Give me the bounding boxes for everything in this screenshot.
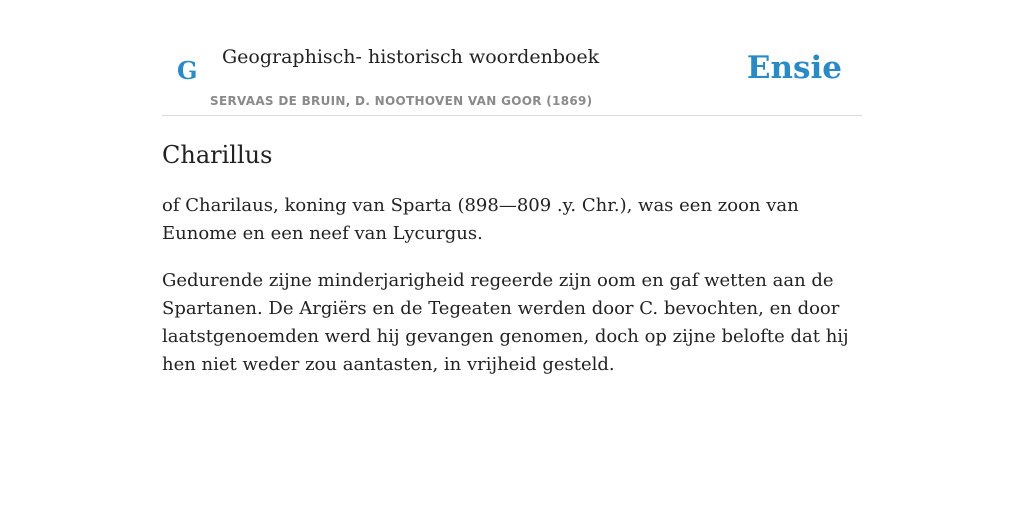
page-content — [162, 0, 862, 379]
entry-paragraph: of Charilaus, koning van Sparta (898—809 .y. Chr.), was een zoon van Eunome en een neef van Lycurgus. — [162, 195, 799, 244]
book-authors: SERVAAS DE BRUIN, D. NOOTHOVEN VAN GOOR (1869) — [210, 94, 593, 108]
entry-title: Charillus — [162, 141, 273, 169]
entry-paragraph: Gedurende zijne minderjarigheid regeerde zijn oom en gaf wetten aan de Spartanen. De Argiërs en de Tegeaten werden door C. bevochten, en door laatstgenoemden werd hij gevangen genomen, doch op zijne belofte dat hij hen niet weder zou aantasten, in vrijheid gesteld. — [162, 270, 849, 375]
book-header — [162, 0, 862, 116]
book-title[interactable]: Geographisch- historisch woordenboek — [222, 46, 600, 68]
book-logo-letter[interactable]: G — [177, 56, 198, 85]
ensie-logo-link[interactable]: Ensie — [746, 50, 842, 86]
